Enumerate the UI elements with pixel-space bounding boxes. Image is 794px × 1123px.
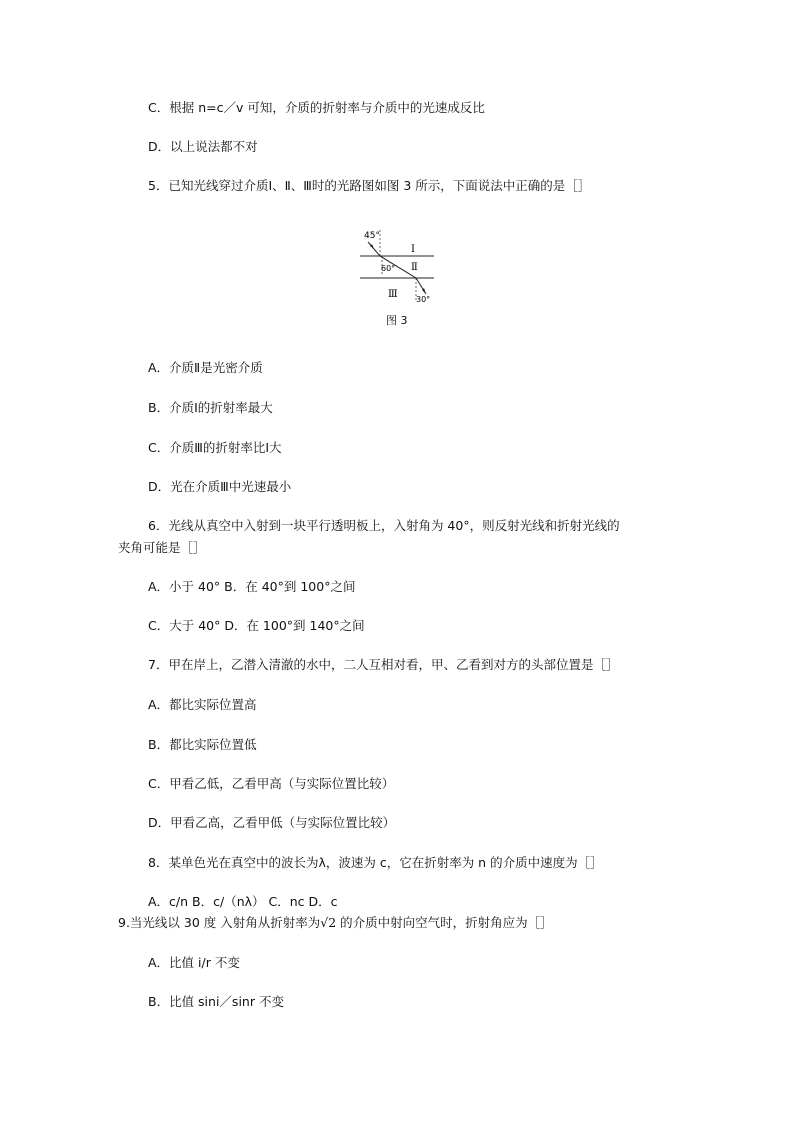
angle-60-label: 60°: [381, 264, 396, 273]
q7-option-a: A．都比实际位置高: [148, 697, 257, 712]
q6-options-cd: C．大于 40° D．在 100°到 140°之间: [148, 618, 365, 633]
q8-options: A．c/n B．c/（nλ） C．nc D．c: [148, 894, 338, 909]
medium-3-label: Ⅲ: [388, 289, 398, 300]
question-9: [118, 915, 553, 931]
q9-option-b: B．比值 sini／sinr 不变: [148, 994, 284, 1009]
question-6-line-1: 6．光线从真空中入射到一块平行透明板上，入射角为 40°，则反射光线和折射光线的: [148, 518, 620, 533]
q7-option-d: D．甲看乙高，乙看甲低（与实际位置比较）: [148, 815, 396, 830]
q6-options-ab: A．小于 40° B．在 40°到 100°之间: [148, 579, 356, 594]
option-c-line: C．根据 n=c／v 可知，介质的折射率与介质中的光速成反比: [148, 100, 485, 115]
q5-option-d: D．光在介质Ⅲ中光速最小: [148, 479, 292, 494]
option-d-line: D．以上说法都不对: [148, 139, 258, 154]
figure-3-light-path: [356, 226, 438, 308]
question-6-line-2: 夹角可能是［］: [118, 540, 206, 555]
figure-caption: 图 3: [386, 314, 408, 327]
medium-1-label: Ⅰ: [411, 244, 415, 255]
q5-option-c: C．介质Ⅲ的折射率比Ⅰ大: [148, 440, 282, 455]
angle-45-label: 45°: [364, 231, 380, 241]
angle-30-label: 30°: [416, 295, 431, 304]
q9-sqrt-2: √2: [320, 915, 337, 930]
q7-option-c: C．甲看乙低，乙看甲高（与实际位置比较）: [148, 776, 395, 791]
q5-option-a: A．介质Ⅱ是光密介质: [148, 360, 263, 375]
q9-text-before: 9.当光线以 30 度 入射角从折射率为: [118, 915, 321, 930]
q9-option-a: A．比值 i/r 不变: [148, 955, 240, 970]
question-8: 8．某单色光在真空中的波长为λ，波速为 c，它在折射率为 n 的介质中速度为［］: [148, 855, 603, 870]
medium-2-label: Ⅱ: [411, 262, 418, 273]
q7-option-b: B．都比实际位置低: [148, 737, 257, 752]
question-7: 7．甲在岸上，乙潜入清澈的水中，二人互相对看，甲、乙看到对方的头部位置是［］: [148, 657, 619, 672]
q9-text-after: 的介质中射向空气时，折射角应为［］: [336, 915, 553, 930]
q5-option-b: B．介质Ⅰ的折射率最大: [148, 400, 273, 415]
question-5: 5．已知光线穿过介质Ⅰ、Ⅱ、Ⅲ时的光路图如图 3 所示，下面说法中正确的是［］: [148, 178, 591, 193]
